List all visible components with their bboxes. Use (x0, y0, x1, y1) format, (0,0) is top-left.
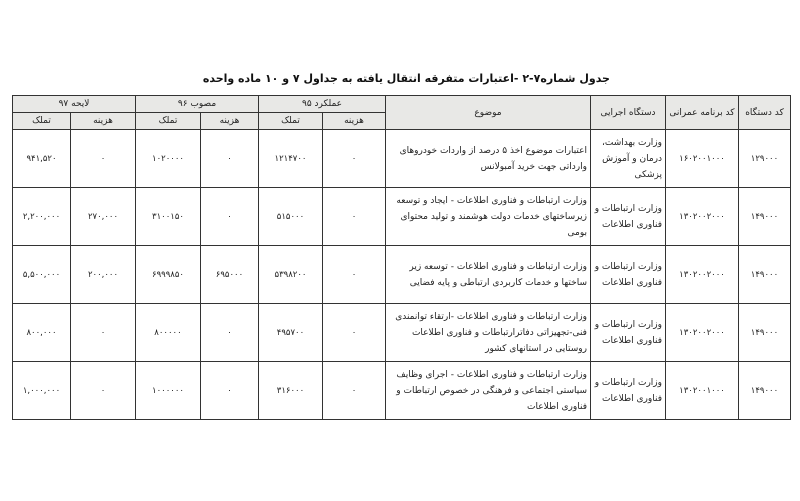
header-agency: دستگاه اجرایی (591, 96, 666, 130)
cell-p95-acq: ۵۳۹۸۲۰۰ (259, 246, 323, 304)
cell-agency: وزارت بهداشت، درمان و آموزش پزشکی (591, 130, 666, 188)
cell-device-code: ۱۴۹۰۰۰ (739, 188, 791, 246)
header-subject: موضوع (386, 96, 591, 130)
header-perf95: عملکرد ۹۵ (259, 96, 386, 113)
cell-subject: وزارت ارتباطات و فناوری اطلاعات - ایجاد و توسعه زیرساختهای خدمات دولت هوشمند و تولید محتوای بومی (386, 188, 591, 246)
cell-program-code: ۱۳۰۲۰۰۱۰۰۰ (666, 362, 739, 420)
cell-a96-acq: ۶۹۹۹۸۵۰ (136, 246, 201, 304)
cell-device-code: ۱۲۹۰۰۰ (739, 130, 791, 188)
cell-a96-acq: ۸۰۰۰۰۰ (136, 304, 201, 362)
cell-p95-cost: ۰ (323, 188, 386, 246)
header-program-code: کد برنامه عمرانی (666, 96, 739, 130)
cell-b97-acq: ۹۴۱,۵۲۰ (13, 130, 71, 188)
cell-program-code: ۱۶۰۲۰۰۱۰۰۰ (666, 130, 739, 188)
table-row (13, 304, 791, 362)
table-row (13, 246, 791, 304)
cell-p95-cost: ۰ (323, 362, 386, 420)
cell-a96-cost: ۰ (201, 188, 259, 246)
cell-b97-cost: ۰ (71, 304, 136, 362)
cell-program-code: ۱۳۰۲۰۰۲۰۰۰ (666, 304, 739, 362)
cell-b97-acq: ۸۰۰,۰۰۰ (13, 304, 71, 362)
cell-program-code: ۱۳۰۲۰۰۲۰۰۰ (666, 246, 739, 304)
cell-device-code: ۱۴۹۰۰۰ (739, 246, 791, 304)
header-cost: هزینه (71, 113, 136, 130)
table-row (13, 188, 791, 246)
header-acquisition: تملک (13, 113, 71, 130)
cell-p95-acq: ۱۲۱۴۷۰۰ (259, 130, 323, 188)
header-acquisition: تملک (136, 113, 201, 130)
credits-table (12, 95, 791, 420)
cell-b97-cost: ۲۷۰,۰۰۰ (71, 188, 136, 246)
cell-a96-cost: ۶۹۵۰۰۰ (201, 246, 259, 304)
cell-b97-cost: ۲۰۰,۰۰۰ (71, 246, 136, 304)
cell-a96-acq: ۱۰۰۰۰۰۰ (136, 362, 201, 420)
header-cost: هزینه (323, 113, 386, 130)
cell-a96-acq: ۳۱۰۰۱۵۰ (136, 188, 201, 246)
table-row (13, 362, 791, 420)
cell-p95-cost: ۰ (323, 246, 386, 304)
cell-b97-acq: ۵,۵۰۰,۰۰۰ (13, 246, 71, 304)
header-cost: هزینه (201, 113, 259, 130)
cell-agency: وزارت ارتباطات و فناوری اطلاعات (591, 188, 666, 246)
cell-p95-acq: ۵۱۵۰۰۰ (259, 188, 323, 246)
cell-subject: وزارت ارتباطات و فناوری اطلاعات - توسعه زیر ساختها و خدمات کاربردی ارتباطی و پایه فضایی (386, 246, 591, 304)
cell-device-code: ۱۴۹۰۰۰ (739, 362, 791, 420)
cell-agency: وزارت ارتباطات و فناوری اطلاعات (591, 304, 666, 362)
cell-p95-acq: ۳۱۶۰۰۰ (259, 362, 323, 420)
table-title: جدول شماره۷-۲ -اعتبارات متفرقه انتقال یافته به جداول ۷ و ۱۰ ماده واحده (202, 72, 610, 85)
cell-subject: وزارت ارتباطات و فناوری اطلاعات -ارتقاء توانمندی فنی-تجهیزاتی دفاترارتباطات و فناوری اطلاعات روستایی در استانهای کشور (386, 304, 591, 362)
cell-b97-acq: ۲,۲۰۰,۰۰۰ (13, 188, 71, 246)
cell-device-code: ۱۴۹۰۰۰ (739, 304, 791, 362)
header-acquisition: تملک (259, 113, 323, 130)
header-device-code: کد دستگاه (739, 96, 791, 130)
cell-a96-cost: ۰ (201, 362, 259, 420)
header-bill97: لایحه ۹۷ (13, 96, 136, 113)
cell-a96-cost: ۰ (201, 304, 259, 362)
cell-subject: وزارت ارتباطات و فناوری اطلاعات - اجرای وظایف سیاستی اجتماعی و فرهنگی در خصوص ارتباطات و فناوری اطلاعات (386, 362, 591, 420)
cell-b97-acq: ۱,۰۰۰,۰۰۰ (13, 362, 71, 420)
cell-p95-cost: ۰ (323, 304, 386, 362)
cell-agency: وزارت ارتباطات و فناوری اطلاعات (591, 246, 666, 304)
cell-a96-cost: ۰ (201, 130, 259, 188)
header-approved96: مصوب ۹۶ (136, 96, 259, 113)
cell-b97-cost: ۰ (71, 362, 136, 420)
cell-p95-cost: ۰ (323, 130, 386, 188)
cell-subject: اعتبارات موضوع اخذ ۵ درصد از واردات خودروهای وارداتی جهت خرید آمبولانس (386, 130, 591, 188)
cell-a96-acq: ۱۰۲۰۰۰۰ (136, 130, 201, 188)
cell-p95-acq: ۴۹۵۷۰۰ (259, 304, 323, 362)
cell-b97-cost: ۰ (71, 130, 136, 188)
table-row (13, 130, 791, 188)
cell-agency: وزارت ارتباطات و فناوری اطلاعات (591, 362, 666, 420)
cell-program-code: ۱۳۰۲۰۰۲۰۰۰ (666, 188, 739, 246)
